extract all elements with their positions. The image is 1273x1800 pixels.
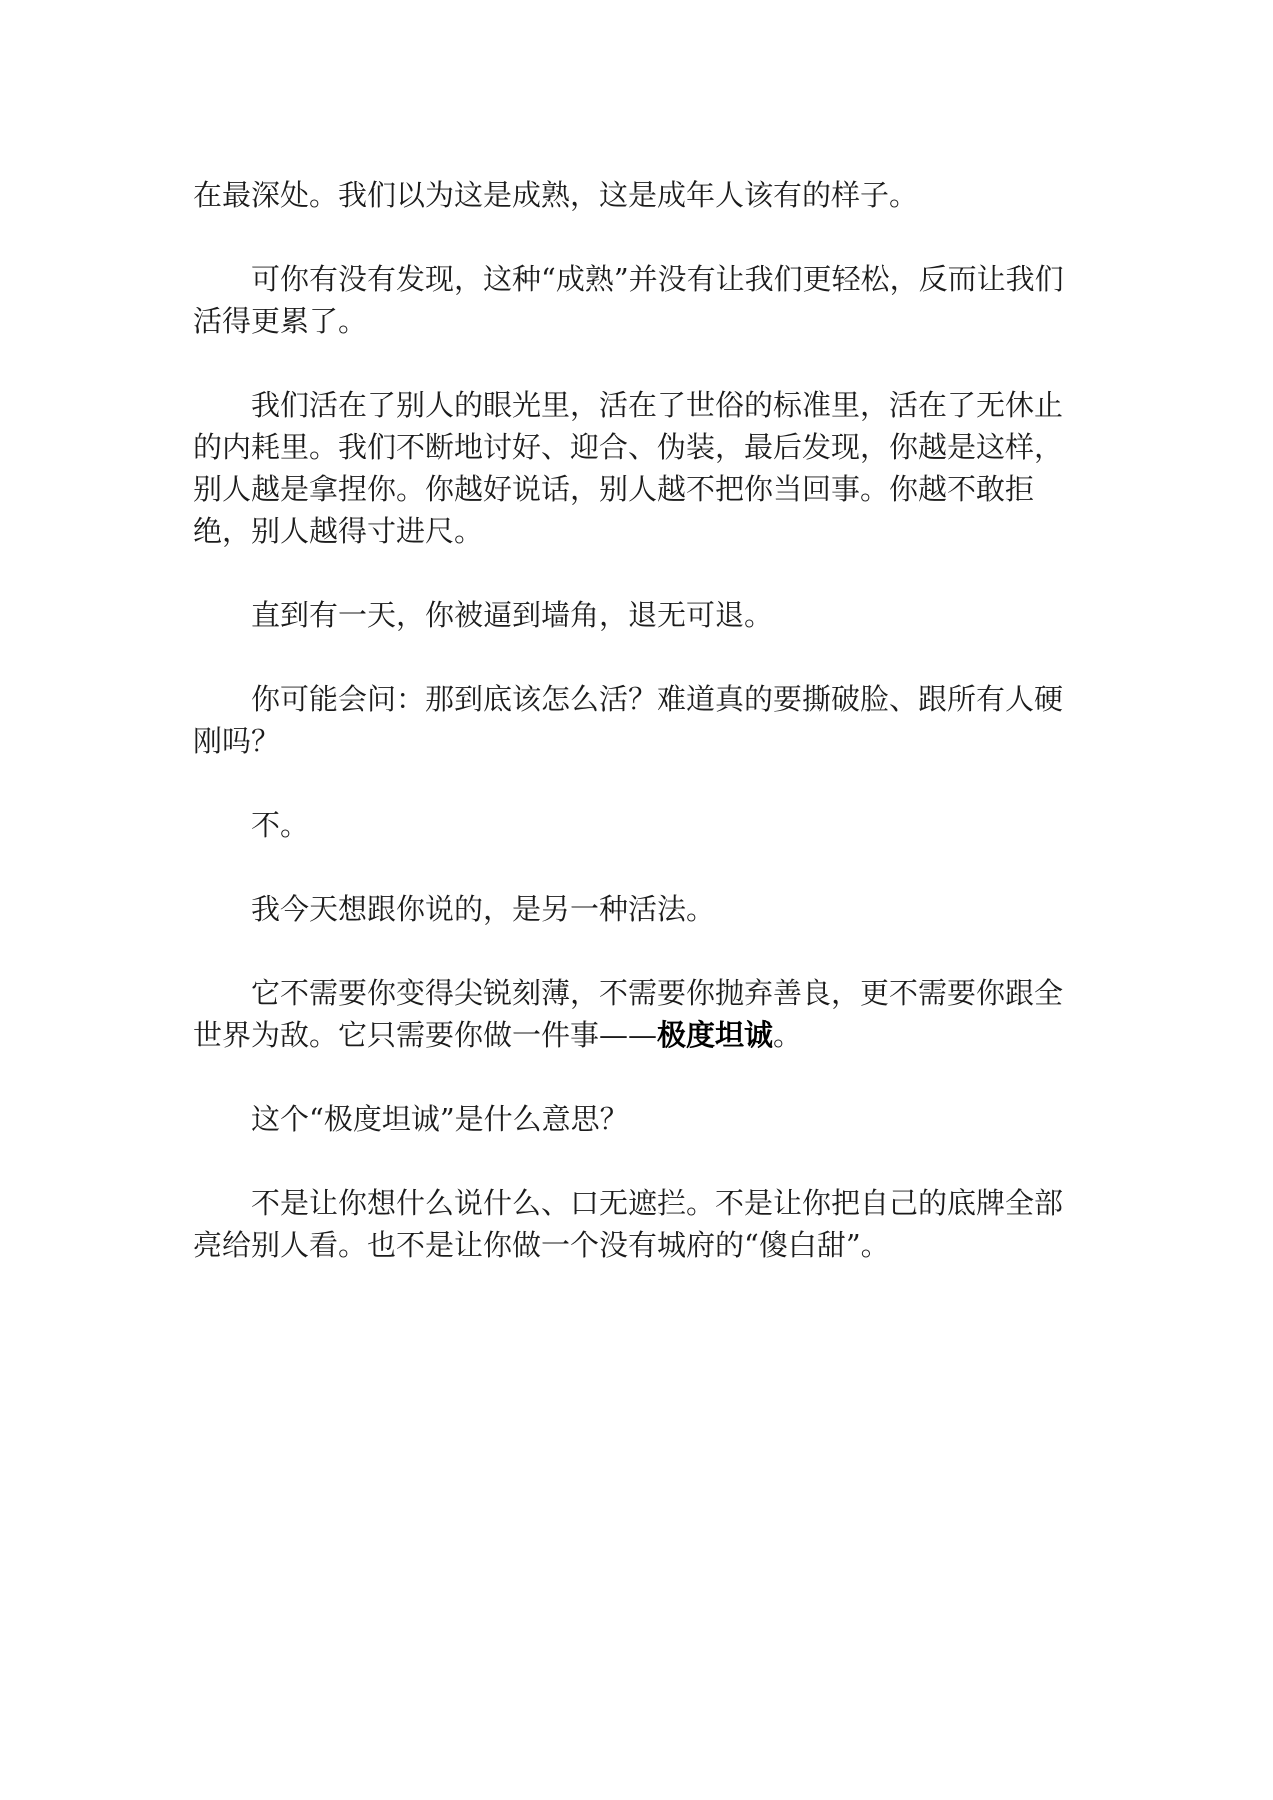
paragraph-1: 在最深处。我们以为这是成熟，这是成年人该有的样子。 — [193, 178, 919, 212]
paragraph-8-text: 它不需要你变得尖锐刻薄，不需要你抛弃善良，更不需要你跟全世界为敌。它只需要你做一件事—— — [193, 976, 1064, 1052]
paragraph-8 — [193, 972, 1083, 1056]
paragraph-9: 这个“极度坦诚”是什么意思？ — [251, 1102, 629, 1136]
paragraph-7: 我今天想跟你说的，是另一种活法。 — [251, 892, 716, 926]
paragraph-8-end: 。 — [773, 1018, 803, 1052]
paragraph-2: 可你有没有发现，这种“成熟”并没有让我们更轻松，反而让我们活得更累了。 — [193, 262, 1064, 338]
paragraph-6: 不。 — [251, 808, 310, 842]
document-body — [193, 174, 1083, 1308]
paragraph-3: 我们活在了别人的眼光里，活在了世俗的标准里，活在了无休止的内耗里。我们不断地讨好、迎合、伪装，最后发现，你越是这样，别人越是拿捏你。你越好说话，别人越不把你当回事。你越不敢拒绝，别人越得寸进尺。 — [193, 388, 1064, 548]
paragraph-10: 不是让你想什么说什么、口无遮拦。不是让你把自己的底牌全部亮给别人看。也不是让你做一个没有城府的“傻白甜”。 — [193, 1186, 1064, 1262]
paragraph-5: 你可能会问：那到底该怎么活？难道真的要撕破脸、跟所有人硬刚吗？ — [193, 682, 1064, 758]
paragraph-4: 直到有一天，你被逼到墙角，退无可退。 — [251, 598, 774, 632]
emphasis-radical-candor: 极度坦诚 — [657, 1018, 774, 1052]
